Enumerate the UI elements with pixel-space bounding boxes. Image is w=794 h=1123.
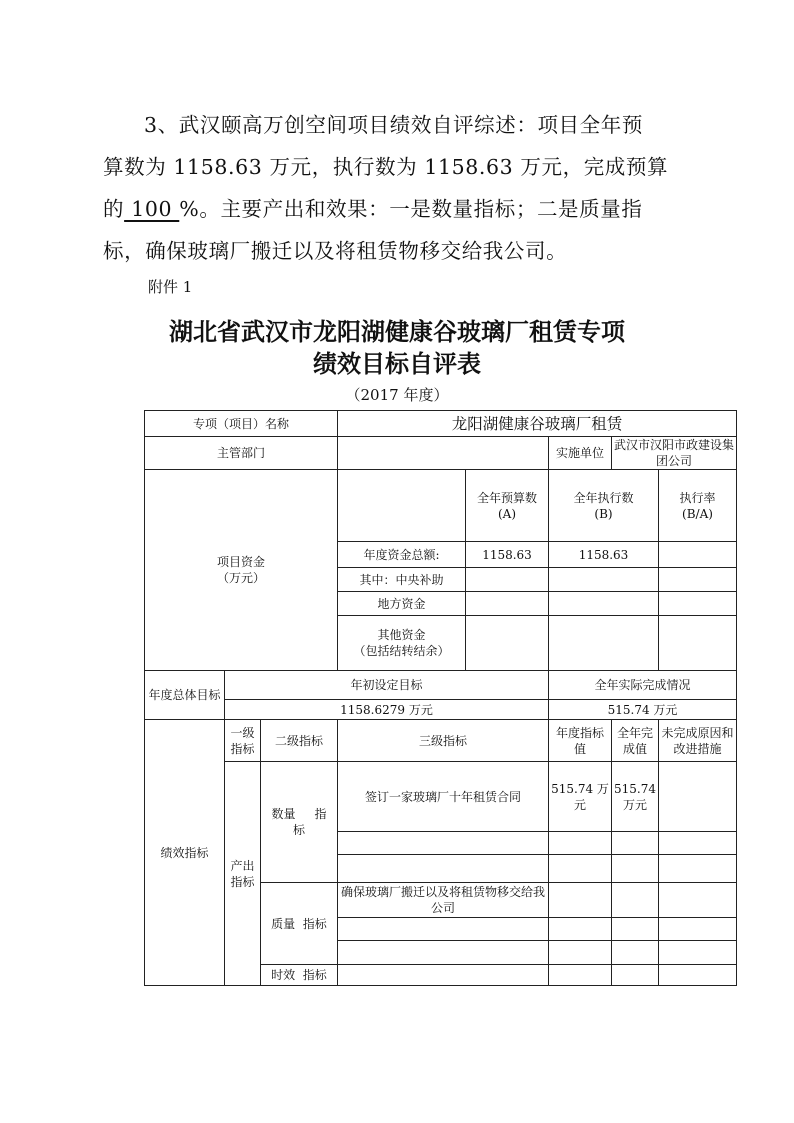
- col-budget-header: 全年预算数(A): [466, 470, 549, 542]
- paragraph-line-3-prefix: 的: [103, 197, 125, 221]
- level1-header: 一级指标: [225, 720, 261, 762]
- attachment-label: 附件 1: [148, 278, 193, 296]
- total-label: 年度资金总额:: [338, 542, 466, 568]
- row-annual-goal-header: [145, 671, 737, 700]
- funds-label: 项目资金 （万元）: [145, 470, 338, 671]
- row-project-name: [145, 411, 737, 437]
- form-title-line-1: 湖北省武汉市龙阳湖健康谷玻璃厂租赁专项: [169, 318, 625, 346]
- row-quantity-1: [145, 762, 737, 832]
- reason-header: 未完成原因和改进措施: [659, 720, 737, 762]
- project-name-label: 专项（项目）名称: [145, 411, 338, 437]
- total-exec: 1158.63: [549, 542, 659, 568]
- time-label: 时效 指标: [261, 965, 338, 986]
- target-header: 年度指标值: [549, 720, 612, 762]
- row-department: [145, 437, 737, 470]
- paragraph-line-3: [103, 188, 703, 230]
- done-header: 全年完成值: [612, 720, 659, 762]
- dept-value: [338, 437, 549, 470]
- row-annual-goal-values: [145, 700, 737, 720]
- other-label: 其他资金 （包括结转结余）: [338, 616, 466, 671]
- quantity-done: 515.74 万元: [612, 762, 659, 832]
- quality-item: 确保玻璃厂搬迁以及将租赁物移交给我公司: [338, 883, 549, 918]
- impl-unit-value: 武汉市汉阳市政建设集团公司: [612, 437, 737, 470]
- total-budget: 1158.63: [466, 542, 549, 568]
- perf-label: 绩效指标: [145, 720, 225, 986]
- impl-unit-label: 实施单位: [549, 437, 612, 470]
- form-title-line-2: 绩效目标自评表: [313, 350, 481, 378]
- project-name-value: 龙阳湖健康谷玻璃厂租赁: [338, 411, 737, 437]
- local-label: 地方资金: [338, 592, 466, 616]
- level3-header: 三级指标: [338, 720, 549, 762]
- summary-paragraph: [103, 104, 703, 272]
- actual-value: 515.74 万元: [549, 700, 737, 720]
- quantity-label: 数量 指 标: [261, 762, 338, 883]
- quantity-item: 签订一家玻璃厂十年租赁合同: [338, 762, 549, 832]
- completion-percent: 100: [124, 197, 180, 221]
- quantity-target: 515.74 万元: [549, 762, 612, 832]
- annual-goal-label: 年度总体目标: [145, 671, 225, 720]
- col-rate-header: 执行率 (B/A): [659, 470, 737, 542]
- year-label: （2017 年度）: [345, 386, 449, 404]
- paragraph-line-3-suffix: %。主要产出和效果：一是数量指标；二是质量指: [179, 197, 643, 221]
- level2-header: 二级指标: [261, 720, 338, 762]
- output-label: 产出指标: [225, 762, 261, 986]
- paragraph-line-4: 标，确保玻璃厂搬迁以及将租赁物移交给我公司。: [103, 239, 568, 263]
- paragraph-line-2: 算数为 1158.63 万元，执行数为 1158.63 万元，完成预算: [103, 155, 669, 179]
- central-label: 其中：中央补助: [338, 568, 466, 592]
- dept-label: 主管部门: [145, 437, 338, 470]
- initial-target-value: 1158.6279 万元: [225, 700, 549, 720]
- col-exec-header: 全年执行数 (B): [549, 470, 659, 542]
- actual-label: 全年实际完成情况: [549, 671, 737, 700]
- initial-target-label: 年初设定目标: [225, 671, 549, 700]
- self-evaluation-table: [144, 410, 737, 986]
- row-funds-header: [145, 470, 737, 542]
- quality-label: 质量 指标: [261, 883, 338, 965]
- row-indicator-header: [145, 720, 737, 762]
- paragraph-line-1: 3、武汉颐高万创空间项目绩效自评综述：项目全年预: [144, 113, 643, 137]
